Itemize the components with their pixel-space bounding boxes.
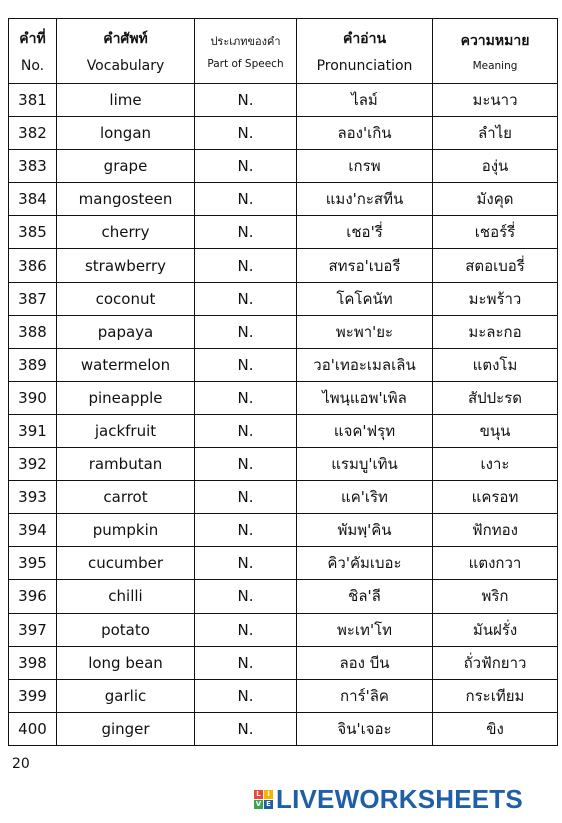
row-vocabulary: ginger	[57, 712, 195, 745]
row-part-of-speech: N.	[195, 381, 297, 414]
row-number: 397	[9, 613, 57, 646]
row-part-of-speech: N.	[195, 613, 297, 646]
row-vocabulary: mangosteen	[57, 183, 195, 216]
header-pron-thai: คำอ่าน	[342, 31, 387, 47]
table-row	[9, 183, 558, 216]
row-vocabulary: rambutan	[57, 448, 195, 481]
row-vocabulary: carrot	[57, 481, 195, 514]
row-part-of-speech: N.	[195, 547, 297, 580]
row-number: 389	[9, 348, 57, 381]
row-number: 388	[9, 315, 57, 348]
row-number: 387	[9, 282, 57, 315]
table-header-row	[9, 19, 558, 84]
liveworksheets-icon	[254, 790, 273, 809]
row-part-of-speech: N.	[195, 183, 297, 216]
row-vocabulary: strawberry	[57, 249, 195, 282]
table-row	[9, 414, 558, 447]
table-row	[9, 150, 558, 183]
row-meaning: ฟักทอง	[433, 514, 558, 547]
header-part-of-speech	[195, 19, 297, 84]
row-meaning: กระเทียม	[433, 679, 558, 712]
table-row	[9, 216, 558, 249]
row-meaning: ถั่วฟักยาว	[433, 646, 558, 679]
row-vocabulary: lime	[57, 84, 195, 117]
row-vocabulary: pineapple	[57, 381, 195, 414]
row-vocabulary: cherry	[57, 216, 195, 249]
row-part-of-speech: N.	[195, 646, 297, 679]
row-vocabulary: watermelon	[57, 348, 195, 381]
row-pronunciation: แจค'ฟรุท	[297, 414, 433, 447]
table-row	[9, 282, 558, 315]
row-pronunciation: พะพา'ยะ	[297, 315, 433, 348]
table-row	[9, 348, 558, 381]
row-pronunciation: สทรอ'เบอรี	[297, 249, 433, 282]
row-number: 383	[9, 150, 57, 183]
table-row	[9, 84, 558, 117]
header-vocab-eng: Vocabulary	[86, 58, 165, 74]
row-pronunciation: ลอง บีน	[297, 646, 433, 679]
brand-icon-tile: I	[264, 790, 273, 799]
row-number: 391	[9, 414, 57, 447]
header-mean-thai: ความหมาย	[460, 33, 530, 49]
row-meaning: มะพร้าว	[433, 282, 558, 315]
page-number: 20	[12, 756, 30, 772]
table-row	[9, 315, 558, 348]
vocabulary-table	[8, 18, 558, 746]
row-number: 396	[9, 580, 57, 613]
row-part-of-speech: N.	[195, 414, 297, 447]
row-meaning: พริก	[433, 580, 558, 613]
row-pronunciation: ลอง'เกิน	[297, 117, 433, 150]
row-meaning: แตงโม	[433, 348, 558, 381]
row-pronunciation: เกรพ	[297, 150, 433, 183]
row-pronunciation: ไลม์	[297, 84, 433, 117]
row-meaning: เชอร์รี่	[433, 216, 558, 249]
row-number: 386	[9, 249, 57, 282]
row-pronunciation: จิน'เจอะ	[297, 712, 433, 745]
row-part-of-speech: N.	[195, 448, 297, 481]
row-pronunciation: เชอ'รี่	[297, 216, 433, 249]
header-meaning	[433, 19, 558, 84]
row-number: 398	[9, 646, 57, 679]
row-part-of-speech: N.	[195, 679, 297, 712]
row-vocabulary: longan	[57, 117, 195, 150]
row-pronunciation: แค'เริท	[297, 481, 433, 514]
header-no	[9, 19, 57, 84]
row-pronunciation: พัมพฺ'คิน	[297, 514, 433, 547]
row-pronunciation: ชิล'ลี	[297, 580, 433, 613]
row-meaning: สตอเบอรี่	[433, 249, 558, 282]
row-part-of-speech: N.	[195, 249, 297, 282]
row-meaning: ลำไย	[433, 117, 558, 150]
row-number: 395	[9, 547, 57, 580]
row-number: 400	[9, 712, 57, 745]
row-meaning: มังคุด	[433, 183, 558, 216]
header-vocabulary	[57, 19, 195, 84]
row-number: 390	[9, 381, 57, 414]
row-meaning: มะนาว	[433, 84, 558, 117]
table-row	[9, 381, 558, 414]
header-pronunciation	[297, 19, 433, 84]
row-part-of-speech: N.	[195, 216, 297, 249]
row-vocabulary: papaya	[57, 315, 195, 348]
row-pronunciation: ไพนฺแอพ'เพิล	[297, 381, 433, 414]
row-number: 393	[9, 481, 57, 514]
row-part-of-speech: N.	[195, 150, 297, 183]
row-part-of-speech: N.	[195, 282, 297, 315]
row-meaning: องุ่น	[433, 150, 558, 183]
row-pronunciation: คิว'คัมเบอะ	[297, 547, 433, 580]
row-meaning: แตงกวา	[433, 547, 558, 580]
row-vocabulary: garlic	[57, 679, 195, 712]
row-number: 385	[9, 216, 57, 249]
table-row	[9, 679, 558, 712]
row-part-of-speech: N.	[195, 712, 297, 745]
row-pronunciation: วอ'เทอะเมลเลิน	[297, 348, 433, 381]
row-vocabulary: pumpkin	[57, 514, 195, 547]
header-pron-eng: Pronunciation	[316, 58, 413, 74]
row-number: 394	[9, 514, 57, 547]
row-part-of-speech: N.	[195, 84, 297, 117]
table-row	[9, 117, 558, 150]
row-number: 399	[9, 679, 57, 712]
table-row	[9, 514, 558, 547]
brand-icon-tile: E	[264, 800, 273, 809]
brand-icon-tile: V	[255, 799, 262, 808]
header-pos-eng: Part of Speech	[207, 58, 284, 70]
row-pronunciation: การ์'ลิค	[297, 679, 433, 712]
brand-name: LIVEWORKSHEETS	[276, 783, 523, 814]
row-pronunciation: โคโคนัท	[297, 282, 433, 315]
table-row	[9, 448, 558, 481]
row-pronunciation: แรมบู'เทิน	[297, 448, 433, 481]
header-mean-eng: Meaning	[472, 60, 518, 72]
brand-icon-tile: L	[254, 790, 263, 799]
header-vocab-thai: คำศัพท์	[103, 31, 148, 47]
row-part-of-speech: N.	[195, 481, 297, 514]
row-meaning: มันฝรั่ง	[433, 613, 558, 646]
row-meaning: ขนุน	[433, 414, 558, 447]
table-row	[9, 249, 558, 282]
table-row	[9, 646, 558, 679]
table-row	[9, 547, 558, 580]
table-row	[9, 580, 558, 613]
row-part-of-speech: N.	[195, 514, 297, 547]
row-vocabulary: potato	[57, 613, 195, 646]
row-vocabulary: grape	[57, 150, 195, 183]
row-number: 384	[9, 183, 57, 216]
row-part-of-speech: N.	[195, 580, 297, 613]
row-vocabulary: long bean	[57, 646, 195, 679]
row-number: 381	[9, 84, 57, 117]
table-row	[9, 613, 558, 646]
liveworksheets-logo[interactable]	[254, 784, 523, 814]
row-meaning: มะละกอ	[433, 315, 558, 348]
row-pronunciation: แมง'กะสทีน	[297, 183, 433, 216]
row-number: 382	[9, 117, 57, 150]
row-part-of-speech: N.	[195, 315, 297, 348]
row-meaning: แครอท	[433, 481, 558, 514]
row-vocabulary: chilli	[57, 580, 195, 613]
table-row	[9, 712, 558, 745]
row-meaning: เงาะ	[433, 448, 558, 481]
header-pos-thai: ประเภทของคำ	[210, 35, 281, 48]
row-vocabulary: cucumber	[57, 547, 195, 580]
row-vocabulary: jackfruit	[57, 414, 195, 447]
row-number: 392	[9, 448, 57, 481]
row-part-of-speech: N.	[195, 348, 297, 381]
row-vocabulary: coconut	[57, 282, 195, 315]
row-meaning: สัปปะรด	[433, 381, 558, 414]
row-pronunciation: พะเท'โท	[297, 613, 433, 646]
row-part-of-speech: N.	[195, 117, 297, 150]
table-row	[9, 481, 558, 514]
row-meaning: ขิง	[433, 712, 558, 745]
header-no-eng: No.	[20, 58, 45, 74]
header-no-thai: คำที่	[19, 31, 46, 47]
